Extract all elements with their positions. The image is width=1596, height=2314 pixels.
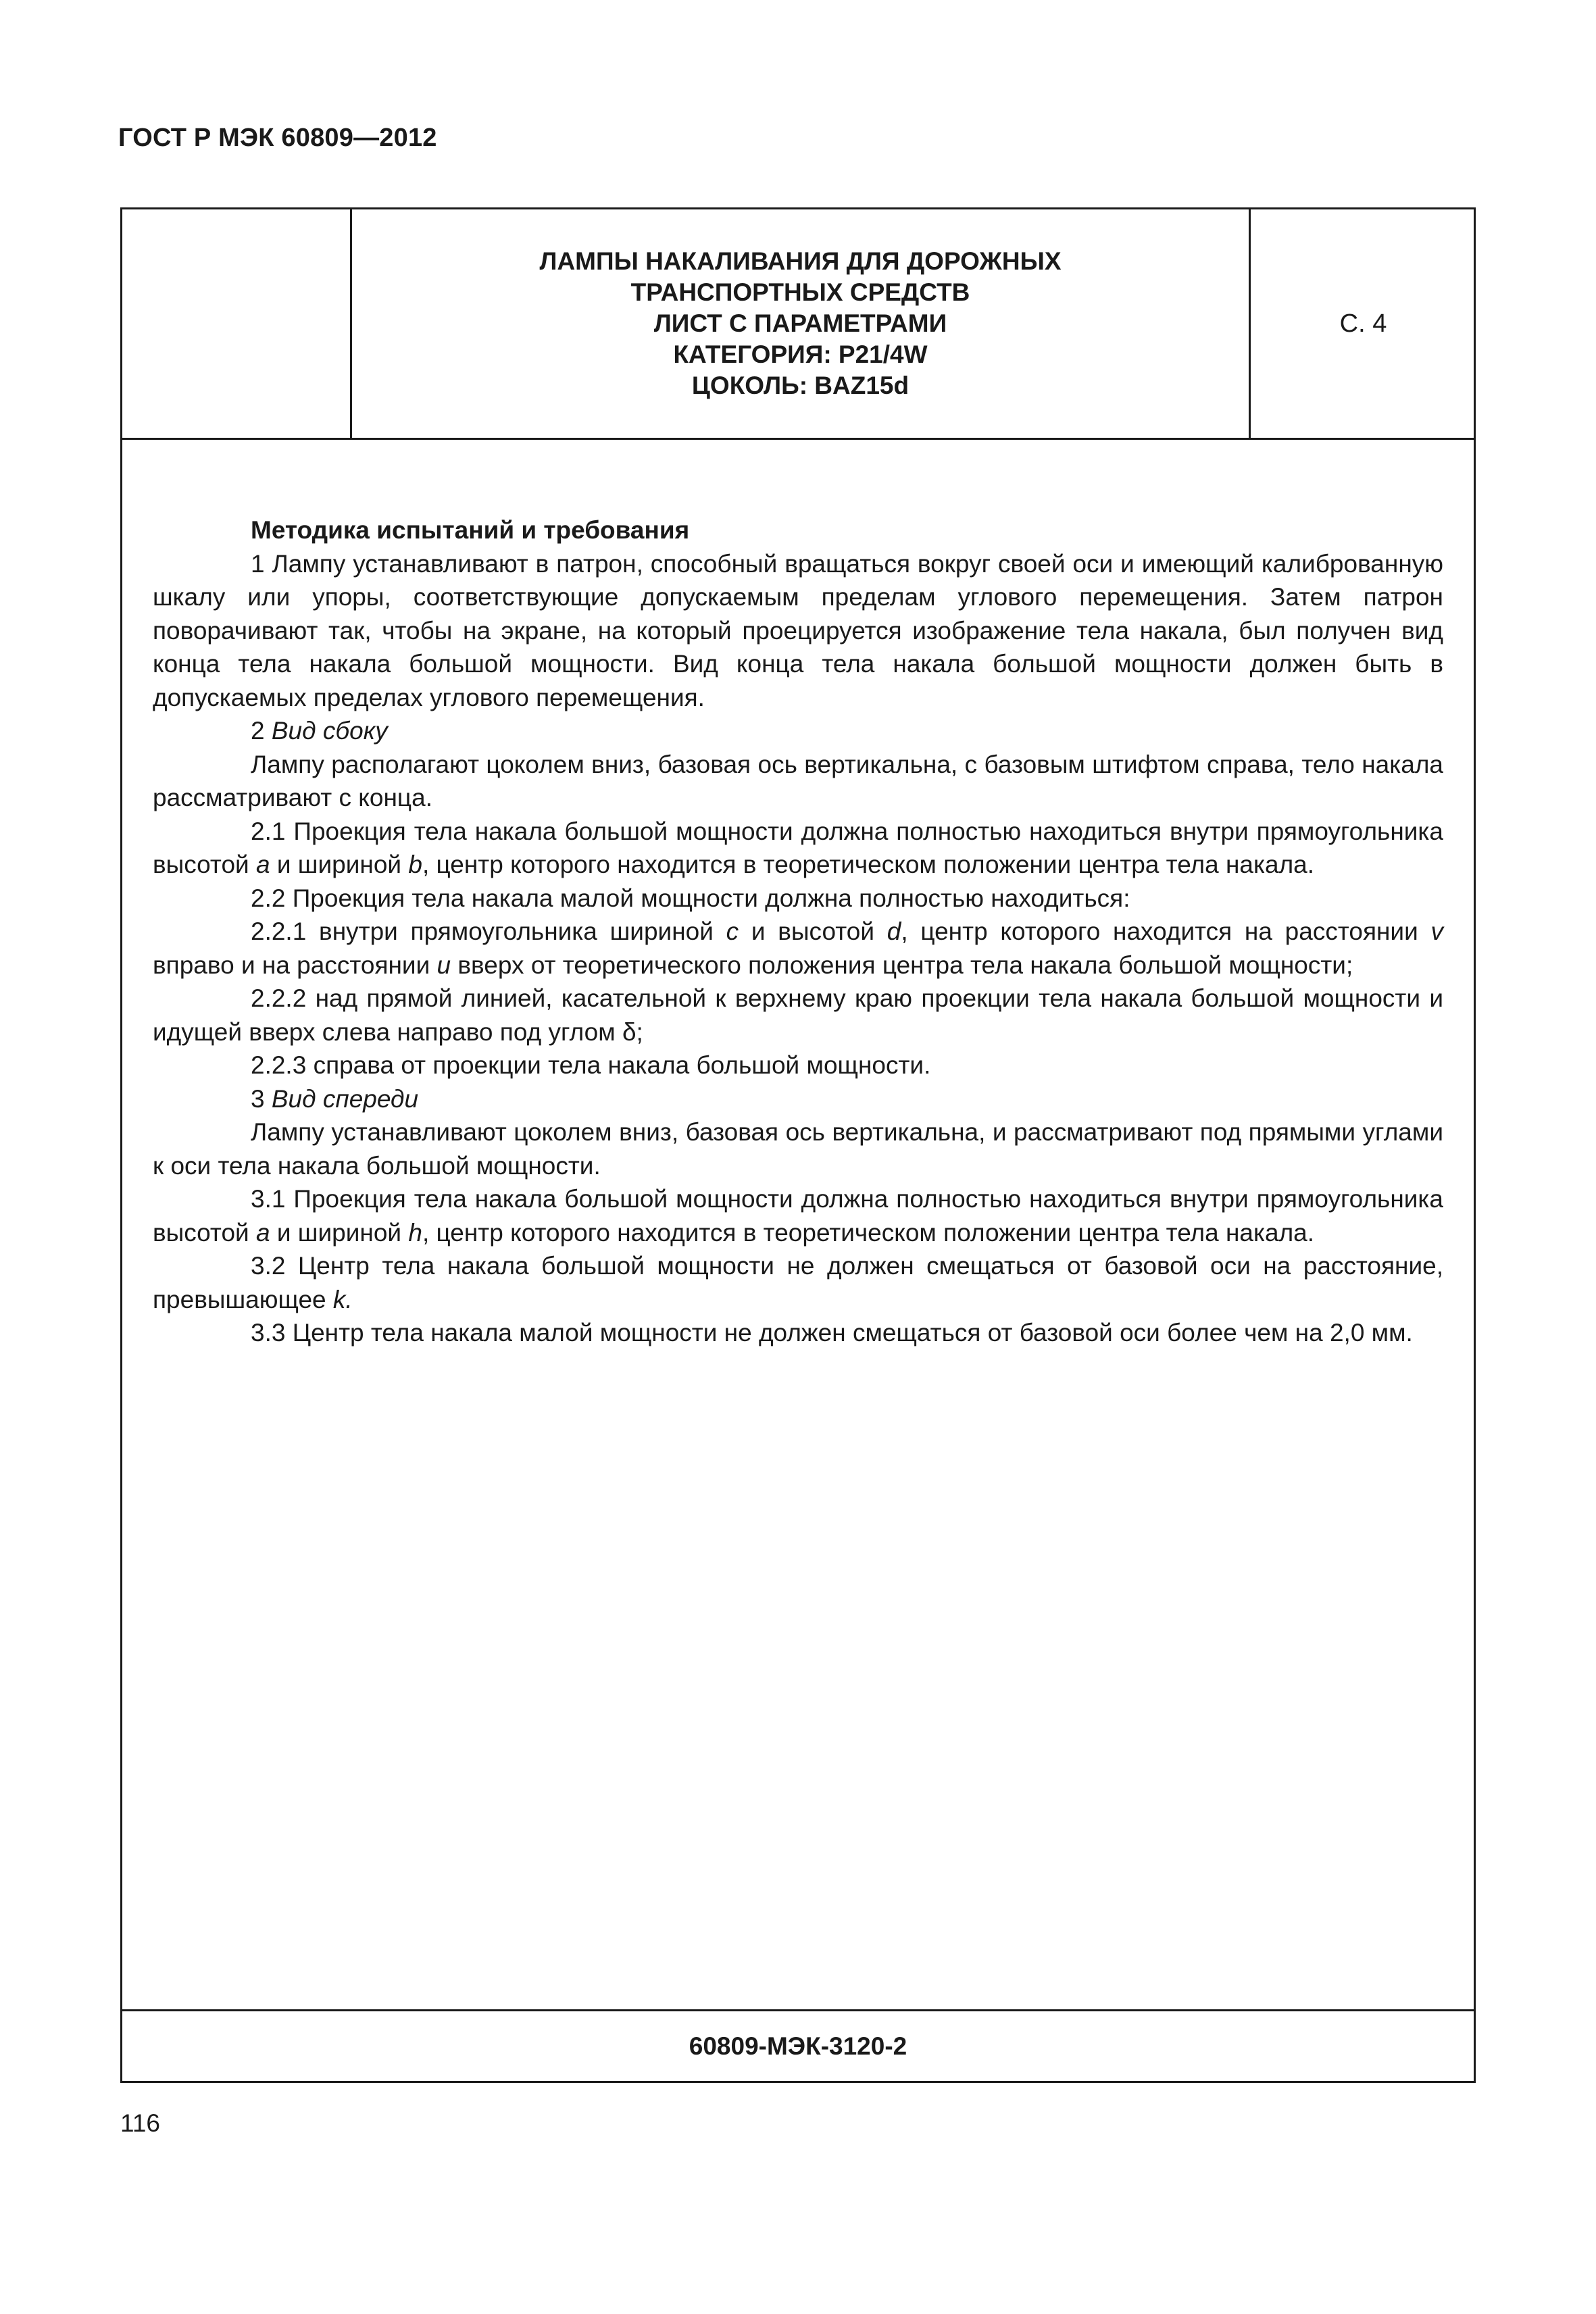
text-run: , центр которого находится на расстоянии [901, 917, 1431, 945]
variable-a: a [256, 1218, 270, 1247]
title-line-4: КАТЕГОРИЯ: Р21/4W [673, 341, 928, 368]
text-run: , центр которого находится в теоретическом положении центра тела накала. [422, 851, 1315, 878]
title-block-left-cell [122, 209, 352, 438]
section-2-number: 2 [251, 717, 265, 745]
paragraph-2-2-2: 2.2.2 над прямой линией, касательной к верхнему краю проекции тела накала большой мощности и идущей вверх слева направо под углом δ; [153, 984, 1443, 1046]
paragraph-3-2 [153, 1249, 1443, 1316]
paragraph-3-3: 3.3 Центр тела накала малой мощности не должен смещаться от базовой оси более чем на 2,0 мм. [251, 1319, 1413, 1347]
paragraph-2-1 [153, 815, 1443, 882]
variable-h: h [408, 1218, 422, 1247]
title-line-2: ТРАНСПОРТНЫХ СРЕДСТВ [630, 278, 970, 306]
variable-u: u [437, 951, 451, 979]
sheet-label: С. 4 [1339, 309, 1387, 338]
variable-c: c [726, 917, 739, 945]
variable-v: v [1430, 917, 1443, 945]
parameter-sheet [120, 207, 1476, 2083]
title-block-title [352, 209, 1251, 438]
section-2-title-text: Вид сбоку [271, 717, 388, 745]
variable-d: d [887, 917, 901, 945]
paragraph-1: 1 Лампу устанавливают в патрон, способный вращаться вокруг своей оси и имеющий калиброванную шкалу или упоры, соответствующие допускаемым пределам углового перемещения. Затем патрон поворачивают так, чтобы на экране, на который проецируется изображение тела накала, был получен вид конца тела накала большой мощности. Вид конца тела накала большой мощности должен быть в допускаемых пределах углового перемещения. [153, 549, 1443, 711]
section-3-title-text: Вид спереди [271, 1084, 419, 1113]
paragraph-3: Лампу устанавливают цоколем вниз, базовая ось вертикальна, и рассматривают под прямыми углами к оси тела накала большой мощности. [153, 1118, 1443, 1180]
test-method-text [153, 513, 1443, 1350]
title-line-1: ЛАМПЫ НАКАЛИВАНИЯ ДЛЯ ДОРОЖНЫХ [539, 247, 1062, 275]
paragraph-2-2: 2.2 Проекция тела накала малой мощности должна полностью находиться: [251, 884, 1130, 912]
document-standard-code: ГОСТ Р МЭК 60809—2012 [118, 124, 437, 152]
text-run: 3.1 Проекция тела накала большой мощности должна полностью находиться внутри прямоугольника высотой [153, 1185, 1443, 1247]
variable-b: b [408, 851, 422, 878]
title-line-5: ЦОКОЛЬ: BAZ15d [691, 372, 909, 399]
text-run: вверх от теоретического положения центра тела накала большой мощности; [451, 951, 1353, 979]
text-run: и шириной [270, 851, 409, 878]
text-run: вправо и на расстоянии [153, 951, 437, 979]
text-run: и шириной [270, 1218, 409, 1247]
variable-k: k. [332, 1285, 353, 1313]
text-run: и высотой [739, 917, 887, 945]
variable-a: a [256, 851, 270, 878]
paragraph-3-1 [153, 1182, 1443, 1249]
section-heading: Методика испытаний и требования [251, 516, 690, 544]
section-2-title [153, 714, 1443, 748]
sheet-code-footer: 60809-МЭК-3120-2 [122, 2009, 1474, 2081]
section-3-number: 3 [251, 1084, 265, 1113]
title-block [122, 209, 1474, 440]
paragraph-2-2-1 [153, 915, 1443, 982]
title-line-3: ЛИСТ С ПАРАМЕТРАМИ [653, 309, 947, 337]
paragraph-2-2-3: 2.2.3 справа от проекции тела накала большой мощности. [251, 1051, 931, 1079]
text-run: , центр которого находится в теоретическом положении центра тела накала. [422, 1218, 1315, 1247]
text-run: 2.1 Проекция тела накала большой мощности должна полностью находиться внутри прямоугольника высотой [153, 817, 1443, 878]
text-run: 3.2 Центр тела накала большой мощности не должен смещаться от базовой оси на расстояние, превышающее [153, 1252, 1443, 1313]
text-run: 2.2.1 внутри прямоугольника шириной [251, 917, 726, 945]
paragraph-2: Лампу располагают цоколем вниз, базовая ось вертикальна, с базовым штифтом справа, тело накала рассматривают с конца. [153, 750, 1443, 811]
section-3-title [153, 1082, 1443, 1116]
page-number: 116 [120, 2109, 160, 2137]
